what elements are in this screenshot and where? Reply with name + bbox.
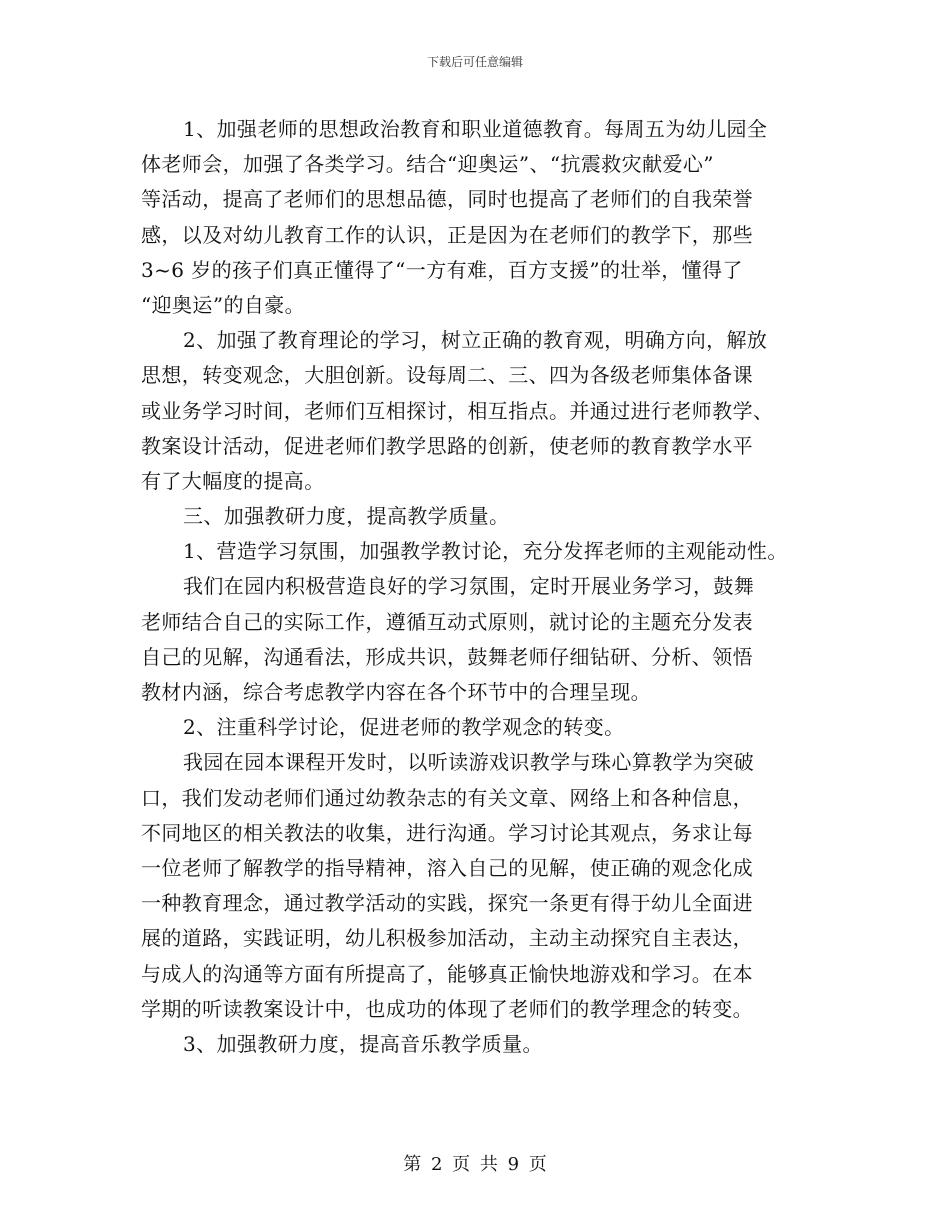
page-header: 下载后可任意编辑	[426, 55, 523, 69]
paragraph-line: 3~6 岁的孩子们真正懂得了“一方有难，百方支援”的壮举，懂得了	[141, 257, 743, 282]
document-body	[141, 112, 841, 1062]
paragraph-line: 思想，转变观念，大胆创新。设每周二、三、四为各级老师集体备课	[141, 363, 753, 388]
paragraph-line: 自己的见解，沟通看法，形成共识，鼓舞老师仔细钻研、分析、领悟	[141, 644, 753, 669]
paragraph-line: 感，以及对幼儿教育工作的认识，正是因为在老师们的教学下，那些	[141, 222, 753, 247]
paragraph-line: 2、注重科学讨论，促进老师的教学观念的转变。	[183, 715, 625, 740]
section-heading: 三、加强教研力度，提高教学质量。	[183, 504, 510, 529]
paragraph-line: 2、加强了教育理论的学习，树立正确的教育观，明确方向，解放	[183, 328, 768, 353]
paragraph-line: 教案设计活动，促进老师们教学思路的创新，使老师的教育教学水平	[141, 433, 753, 458]
page-number: 第 2 页 共 9 页	[403, 1154, 547, 1175]
paragraph-line: 我们在园内积极营造良好的学习氛围，定时开展业务学习，鼓舞	[183, 574, 755, 599]
paragraph-line: 与成人的沟通等方面有所提高了，能够真正愉快地游戏和学习。在本	[141, 961, 753, 986]
paragraph-line: 学期的听读教案设计中，也成功的体现了老师们的教学理念的转变。	[141, 996, 753, 1021]
paragraph-line: 或业务学习时间，老师们互相探讨，相互指点。并通过进行老师教学、	[141, 398, 774, 423]
paragraph-line: 不同地区的相关教法的收集，进行沟通。学习讨论其观点，务求让每	[141, 820, 753, 845]
paragraph-line: 一种教育理念，通过教学活动的实践，探究一条更有得于幼儿全面进	[141, 891, 753, 916]
paragraph-line: 我园在园本课程开发时，以听读游戏识教学与珠心算教学为突破	[183, 750, 755, 775]
paragraph-line: 口，我们发动老师们通过幼教杂志的有关文章、网络上和各种信息，	[141, 785, 753, 810]
paragraph-line: “迎奥运”的自豪。	[141, 292, 306, 317]
paragraph-line: 有了大幅度的提高。	[141, 468, 325, 493]
paragraph-line: 3、加强教研力度，提高音乐教学质量。	[183, 1031, 543, 1056]
paragraph-line: 体老师会，加强了各类学习。结合“迎奥运”、“抗震救灾献爱心”	[141, 152, 714, 177]
paragraph-line: 1、营造学习氛围，加强教学教讨论，充分发挥老师的主观能动性。	[183, 539, 788, 564]
paragraph-line: 等活动，提高了老师们的思想品德，同时也提高了老师们的自我荣誉	[141, 187, 753, 212]
paragraph-line: 老师结合自己的实际工作，遵循互动式原则，就讨论的主题充分发表	[141, 609, 753, 634]
paragraph-line: 展的道路，实践证明，幼儿积极参加活动，主动主动探究自主表达，	[141, 926, 753, 951]
paragraph-line: 教材内涵，综合考虑教学内容在各个环节中的合理呈现。	[141, 680, 651, 704]
paragraph-line: 一位老师了解教学的指导精神，溶入自己的见解，使正确的观念化成	[141, 855, 753, 880]
paragraph-line: 1、加强老师的思想政治教育和职业道德教育。每周五为幼儿园全	[183, 117, 768, 141]
